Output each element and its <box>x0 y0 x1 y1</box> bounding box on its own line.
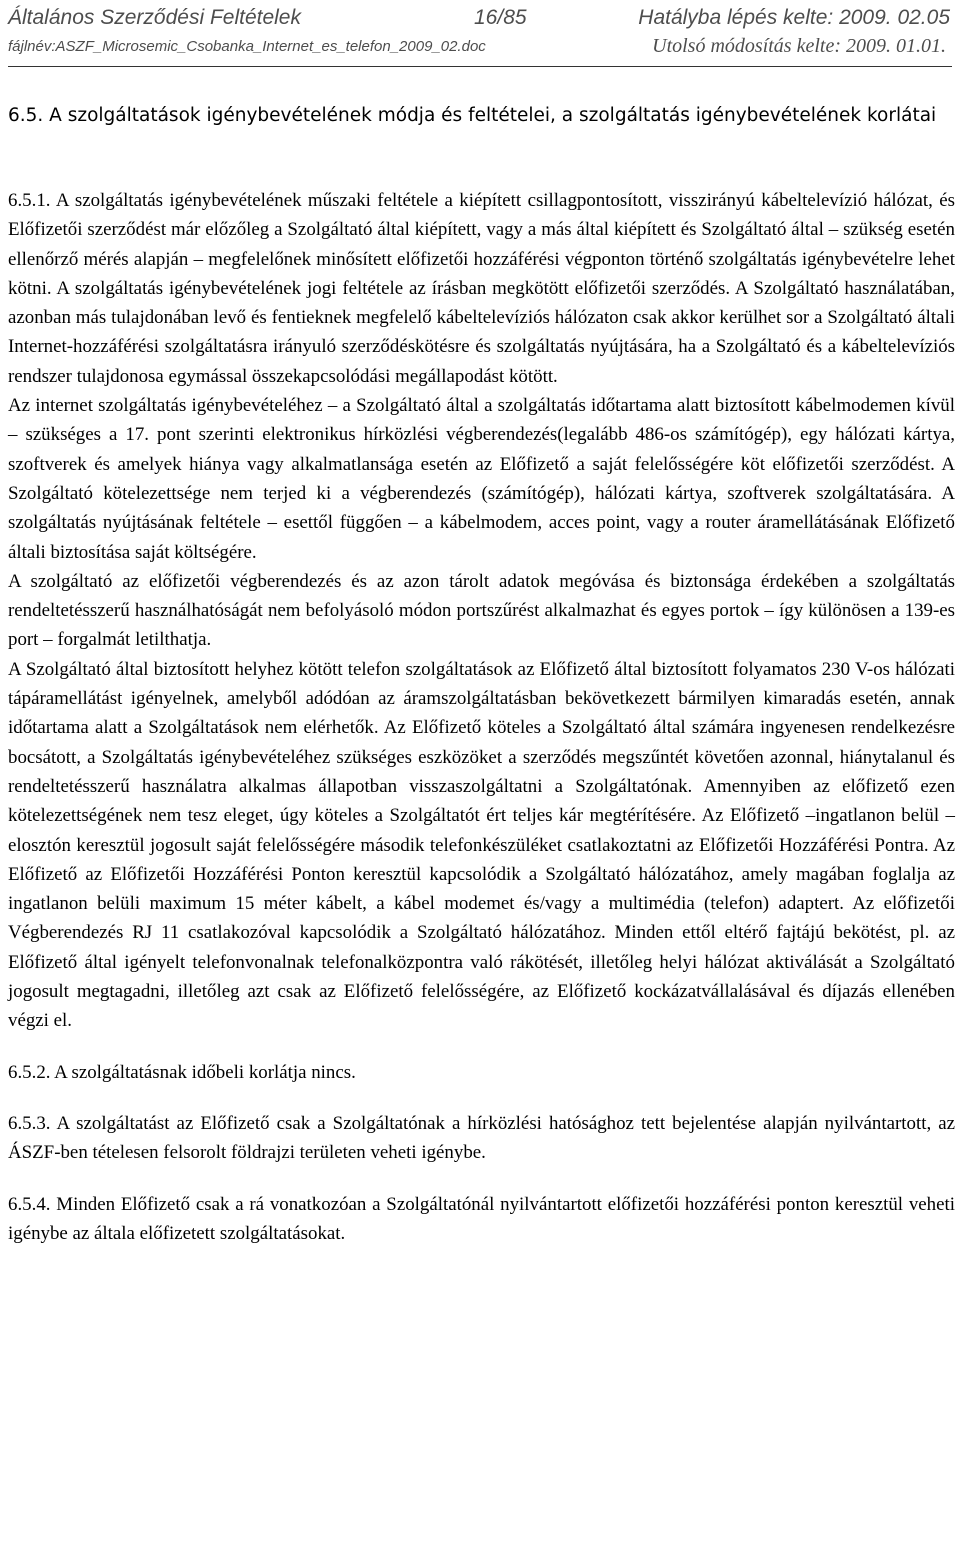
paragraph-6-5-3: 6.5.3. A szolgáltatást az Előfizető csak a Szolgáltatónak a hírközlési hatósághoz tett bejelentése alapján nyilvántartott, az ÁSZF-ben tételesen felsorolt földrajzi területen veheti igénybe. <box>8 1112 955 1164</box>
doc-title: Általános Szerződési Feltételek <box>8 6 301 29</box>
page-header <box>8 4 952 60</box>
paragraph-6-5-4: 6.5.4. Minden Előfizető csak a rá vonatkozóan a Szolgáltatónál nyilvántartott előfizetői hozzáférési ponton keresztül veheti igénybe az általa előfizetett szolgáltatásokat. <box>8 1193 955 1244</box>
paragraph-port-filtering: A szolgáltató az előfizetői végberendezés és az azon tárolt adatok megóvása és biztonsága érdekében a szolgáltatás rendeltetésszerű használhatóságát nem befolyásoló módon portszűrést alkalmazhat és egyes portok – így különösen a 139-es port – forgalmát letilthatja. <box>8 570 955 651</box>
last-modified-date: Utolsó módosítás kelte: 2009. 01.01. <box>652 35 946 57</box>
paragraph-internet-requirements: Az internet szolgáltatás igénybevételéhez – a Szolgáltató által a szolgáltatás időtartama alatt biztosított kábelmodemen kívül – szükséges a 17. pont szerinti elektronikus hírközlési végberendezés(legalább 486-os számítógép), egy hálózati kártya, szoftverek és amelyek hiánya vagy alkalmatlansága esetén az Előfizető a saját felelősségére köt előfizetői szerződést. A Szolgáltató kötelezettsége nem terjed ki a végberendezés (számítógép), hálózati kártya, szoftverek szolgáltatására. A szolgáltatás nyújtásának feltétele – esettől függően – a kábelmodem, acces point, vagy a router áramellátásának Előfizető általi biztosítása saját költségére. <box>8 395 955 563</box>
header-divider <box>8 66 952 67</box>
file-name: fájlnév:ASZF_Microsemic_Csobanka_Internet_es_telefon_2009_02.doc <box>8 38 486 55</box>
paragraph-6-5-1: 6.5.1. A szolgáltatás igénybevételének műszaki feltétele a kiépített csillagpontosított, visszirányú kábeltelevízió hálózat, és Előfizetői szerződést már előzőleg a Szolgáltató által kiépített, vagy a más által kiépített és Szolgáltató által – szükség esetén ellenőrző mérés alapján – megfelelőnek minősített előfizetői hozzáférési végponton történő szolgáltatás igénybevételre lehet kötni. A szolgáltatás igénybevételének jogi feltétele az írásban megkötött előfizetői szerződés. A Szolgáltató használatában, azonban más tulajdonában levő és fentieknek megfelelő kábeltelevíziós hálózaton csak akkor kerülhet sor a Szolgáltató általi Internet-hozzáférési szolgáltatásra irányuló szerződéskötésre és szolgáltatás nyújtására, ha a Szolgáltató és a kábeltelevíziós rendszer tulajdonosa egymással összekapcsolódási megállapodást kötött. <box>8 190 955 387</box>
paragraph-6-5-2: 6.5.2. A szolgáltatásnak időbeli korlátja nincs. <box>8 1061 356 1083</box>
page-number: 16/85 <box>474 6 527 29</box>
section-heading: 6.5. A szolgáltatások igénybevételének módja és feltételei, a szolgáltatás igénybevételének korlátai <box>8 105 937 126</box>
document-body <box>8 186 955 1248</box>
effective-date: Hatályba lépés kelte: 2009. 02.05 <box>638 6 950 29</box>
paragraph-telephone-services: A Szolgáltató által biztosított helyhez kötött telefon szolgáltatások az Előfizető által biztosított folyamatos 230 V-os hálózati tápáramellátást igényelnek, amelyből adódóan az áramszolgáltatásban bekövetkezett bármilyen kimaradás esetén, annak időtartama alatt a Szolgáltatások nem elérhetők. Az Előfizető köteles a Szolgáltató által számára ingyenesen rendelkezésre bocsátott, a Szolgáltatás igénybevételéhez szükséges eszközöket a szerződés megszűntét követően azonnal, hiánytalanul és rendeltetésszerű használatra alkalmas állapotban visszaszolgáltatni a Szolgáltatónak. Amennyiben az előfizető ezen kötelezettségének nem tesz eleget, úgy köteles a Szolgáltatót ért teljes kár megtérítésére. Az Előfizető –ingatlanon belül – elosztón keresztül jogosult saját felelősségére második telefonkészüléket csatlakoztatni az Előfizetői Hozzáférési Pontra. Az Előfizető az Előfizetői Hozzáférési Ponton keresztül kapcsolódik a Szolgáltató hálózatához, amely magában foglalja az ingatlanon belüli maximum 15 méter kábelt, a kábel modemet és/vagy a multimédia (telefon) adaptert. Az előfizetői Végberendezés RJ 11 csatlakozóval kapcsolódik a Szolgáltató hálózatához. Minden ettől eltérő fajtájú bekötést, pl. az Előfizető által igényelt telefonvonalnak telefonalközpontra való rákötését, illetőleg helyi hálózat aktiválását a Szolgáltató jogosult megtagadni, illetőleg azt csak az Előfizető felelősségére, az Előfizető kockázatvállalásával és díjazás ellenében végzi el. <box>8 658 955 1032</box>
